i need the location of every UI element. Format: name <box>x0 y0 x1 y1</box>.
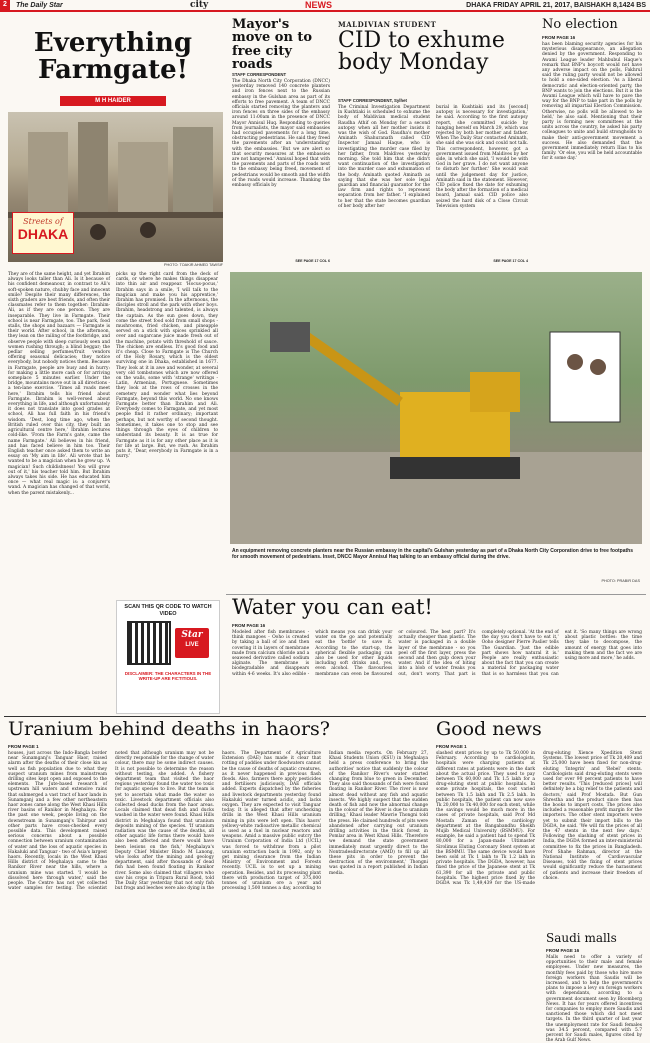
farmgate-col1: They are of the same height, and yet Ibrahim always looks taller than Ali. Is it because of his conﬁdent demeanour, in contrast to Ali's soft-spoken nature, chubby face and innocent smile? Despite their many differences, the sixth graders are best friends, and often their classmates refer to them together: Ibrahim-Ali, as if they are one person. They are inseparable. They live in Farmgate. Their school is near Farmgate, too. The park, food stalls, the shops and bazaars — Farmgate is their world. After school, in the afternoon, they lean on the railing of the footbridge, and observe people with sleep curiously seen and women rushing through; a blind beggar; the pedlar selling perfumes/fruit vendors offering seasonal delicacies; they notice everybody, but nobody notices them. Because in Farmgate, people are busy and in hurry: for making a little more cash or for arriving someplace 5 minutes earlier. Under the bridge, mountains move out in all directions - a ten-lane exercise. 'Times all roads meet here,' Ibrahim tells his friend about Farmgate. Ibrahim is well-versed about everything in life, and although unfortunately it does not translate into good grades at school, Ali has full faith in his friend's wisdom. 'Dest, long time ago, when the British ruled over this city, they built an agricultural centre here,' Ibrahim lectures cold-like. 'From the Farm's gate, came the name Farmgate.' Ali believes in his friend, and has faced believe in him too. Their English teacher once asked them to write an essay on 'My aim in life'. Ali wrote that he wanted to be a magician when he grew up. 'A magician! Such childishness! You will grow out of it,' his teacher told him. But Ibrahim always takes his side. He has educated him once — what real magic is: a conjurer's wand. A magician has changed of that world, when the parent mistakenly... <box>8 272 110 496</box>
qr-code[interactable] <box>127 621 171 665</box>
cid-headline: CID to exhume body Monday <box>338 28 505 76</box>
water-body: Modeled after fish membranes - think mangoes - Ooho is created by taking a ball of ice and then covering it in layers of membrane made from calcium chloride and a seaweed derivative called sodium alginate. The membrane is biodegradable and disappears within 4-6 weeks. It's also edible - which means you can drink your water on the go and potentially eat the 'bottle' to save it. According to the start-up, the spherical flexible packaging can also be used for other liquids including soft drinks and, yes, even alcohol. The flavourless membrane can even be flavoured or coloured. The best part? It's actually cheaper than plastic. The water is packaged in a double layer of the membrane - so you peel off the first layer, press the second and then gulp down your water. And if the idea of biting into a blob of water freaks you out, don't worry. That part is completely optional. 'At the end of the day you don't have to eat it,' Ooho designer Pierre Paslier tells The Guardian. 'Just the edible part shows how natural it is.' People are really enthusiastic about the fact that you can create a material for packaging water that is so harmless that you can eat it. 'So many things are wrong about plastic bottles: the time they take to decompose, the amount of energy that goes into making them and the fact we are using more and more,' he adds. <box>232 630 642 677</box>
streets-of-dhaka-banner <box>12 212 74 254</box>
water-kicker: FROM PAGE 16 <box>232 623 266 628</box>
farmgate-photo <box>8 112 223 262</box>
issue-date: DHAKA FRIDAY APRIL 21, 2017, BAISHAKH 8,1424 BS <box>466 1 646 9</box>
qr-title: SCAN THIS QR CODE TO WATCH VIDEO <box>124 604 212 617</box>
star-live-logo <box>175 628 209 658</box>
banner-small-text: Streets of <box>23 217 63 226</box>
mayor-byline: STAFF CORRESPONDENT <box>232 72 287 77</box>
water-headline: Water you can eat! <box>232 595 433 619</box>
section-label: city <box>190 0 209 10</box>
cid-kicker: MALDIVIAN STUDENT <box>338 20 437 29</box>
noelection-body: has been blaming security agencies for his mysterious disappearance, an allegation denied by the government. Responding to Awami League leader Mahbubul Haque's remark that BNP's boycott would not have any adverse impact on the polls, Fakhrul said the ruling party would not be allowed to hold a one-sided election. 'As a liberal democratic and election-oriented party, the BNP wants to join the elections. But it is the Awami League which will have to pave the way for the BNP to take part in the polls by removing all impartial Election Commission. Otherwise, no polls will be allowed to be held,' he also said. Mentioning that their party is forming new committees at the units across the country, he asked his party colleagues to unite and build strongholds to make their anti-government movement a success. He also demanded that the government immediately return Ilias to his family. 'Or else, you will be held accountable for it some day.' <box>542 42 642 162</box>
cid-col2: burial in Kushtiaki and its [second] autopsy is necessary for investigation,' he said. According to the first autopsy report, she committed suicide by hanging herself on March 29, which was rejected by both her mother and father. When The Daily Star contacted Aminath, she said she was sick and could not talk. This correspondent, however, got a government issued from Maldives by her side, in which she said, 'I would be with God in her grave. I do not want anyone to disturb her further.' She would wait until the judgement day for justice, Aminath said in the statement. However, CID police fixed the date for exhuming the body after the formation of a medical board, Jamaal said. CID police also seized the hard disk of a Close Circuit Television system <box>436 105 528 209</box>
excavator-scene-illustration <box>230 272 642 544</box>
masthead-rule <box>0 10 650 12</box>
cid-see-page: SEE PAGE 17 COL 4 <box>493 259 528 263</box>
mayor-see-page: SEE PAGE 17 COL 6 <box>295 259 330 263</box>
goodnews-body: slashed stent prices by up to Tk 50,000 in February. According to cardiologists, hospitals were charging patients at different rates at patients were in the dark about the actual price. They used to pay between Tk 60,000 and Tk 1.5 lakh for a drug-eluting stent at public hospitals. In some private hospitals, the cost varied between Tk 1.5 lakh and Tk 2.5 lakh. In public hospitals, the patient can now save Tk 20,000 to Tk 40,000 for each stent, while the savings would be much more in the cases of private hospitals, said Prof Md Mostafa Zaman of the cardiology department at the Bangabandhu Sheikh Mujib Medical University (BSMMU). For example, he said a patient had to spend Tk 80,000 for a Japan-made Ultimaster Sirolimus Eluting Coronary Stent system at the BSMMU. The same device would have been sold at Tk 1 lakh to Tk 1.2 lakh in private hospitals. The DGDA, however, has fixed the price of the Japanese stent at Tk 61,390 for all the private and public hospitals. The highest price fixed by the DGDA was Tk 1,49,439 for the US-made drug-eluting Xience Xpedition Stent Systems. The lowest price of Tk 20,409 and Tk 25,000 have been fixed for non-drug-eluting 'Integrin' and 'Rebel' stents. Cardiologists said drug-eluting stents were used for over 90 percent patients to have better results. 'This [reduced prices] will definitely be a big relief to the patients and doctors,' said Prof Mostafa. But Gun Shrestha and the product since then has the books to import costs. The prices also included a reasonable profit margin for the importers. The other stent importers were yet to submit their import bills to the DGDA, he said. 'We will fix the prices of all the 47 stents in the next few days.' Following the slashing of stent prices in India, the DGDA formed an inter-ministerial committee to fix the prices in Bangladesh. Prof Shahe Rahman, director at the National Institute of Cardiovascular Diseases, told the fixing of stent prices would significantly reduce the harassment of patients and increase their freedom of choice. <box>436 751 642 887</box>
page-number: 2 <box>0 0 10 10</box>
live-text: LIVE <box>185 642 199 648</box>
main-photo-caption: An equipment removing concrete planters near the Russian embassy in the capital's Gulshan yesterday as part of a Dhaka North City Corporation drive to free footpaths for smooth movement of pedestrians. Inset, DNCC Mayor Annisul Haq talking to an embassy official during the drive. <box>232 548 634 560</box>
farmgate-photo-credit: PHOTO: TOAKIR AHMED TAWSIF <box>163 263 223 267</box>
goodnews-headline: Good news <box>436 718 542 740</box>
farmgate-headline: Everything Farmgate! <box>33 28 193 85</box>
cid-col1: The Criminal Investigation Department in Kushtiaki is scheduled to exhume the body of Maldivian medical student Raudha Athif on Monday for a second autopsy when all her mother insists it was the wish of God. Raudha's mother Aminath Shahuranath called CID Inspector Jamaal Haque, who is investigating the murder case filed by her father, from Maldives yesterday morning. She told him that she didn't want continuation of the investigation into the murder case and exhumation of the body. Aminath quoted Aminath as saying that she was her sole legal guardian and financial guarantor for the law firm and rights to represent separation from her father. 'I explained to her that the state becomes guardian of her body after her <box>338 105 430 209</box>
saudi-body: Malls need to offer a variety of opportunities to their male and female employees. Under new measures, the monthly fees paid by those who hire more foreign workers than Saudis will be increased, and to help the government's plans to impose a levy on foreign workers with dependants, according to a government document seen by Bloomberg News. It has for years offered incentives for companies to employ more Saudis and sanctioned those which did not meet targets. In the third quarter of last year the unemployment rate for Saudi females was 34.5 percent, compared with 5.7 percent for Saudi males, figures cited by the Arab Gulf News. <box>546 955 642 1043</box>
saudi-headline: Saudi malls <box>546 931 617 945</box>
noelection-kicker: FROM PAGE 16 <box>542 35 576 40</box>
uranium-body: houses, just across the Indo-Bangla border near Sunamganj's Tanguar Haor, raised alarm after the deaths of their close kin as well as fish population due to what they suspect uranium mines from mainstream drilling sites kept open and exposed to the elements. The Jute-based research of upstream hill waters and extensive rains that submerged a vast tract of haor lands in Sunamganj and a few other northeastern haor zones came along the West Khasi Hills river basins of Ranikor in Meghalaya. For the past one week, people living on the downstream in Sunamganj's Tahirpur and other parts have cross-checked every possible data. This development raised serious concerns about a possible connection between uranium contamination of water and the loss of aquatic species in Hakaluki and Tanguar - two of Asia's largest haors. Recently, locals in the West Khasi Hills district of Meghalaya came to the Ranikor River near the hills, where a uranium mine was started. 'I would be dissolved here through water,' said the people. The Centre has not yet collected water samples for testing. The scientist noted that although uranium may not be directly responsible for the change of water colour, there may be some indirect causes. It is not possible to determine the reason without testing, she added. A fishery department team that visited the haor regions yesterday found the water too toxic for aquatic species to live. But the team is yet to ascertain what made the water so toxic. Livestock department officials also collected dead ducks from the haor areas. Locals claimed that dead fish and ducks washed in the water were found. Khasi Hills district in Meghalaya found that uranium deposits mining of the species. 'If uranium radiation was the cause of the deaths, all other aquatic life forms there would have also been affected and there would have been lesions on the fish,' Meghalaya's Deputy Chief Minister Bindo M Lanong, who looks after the mining and geology department, said after thousands of dead fish had been found floating in Ranikor river. Some also claimed that villagers who saw his crops in Tripura Rural Rood, told The Daily Star yesterday that not only fish but frogs and leeches were also dying in the haors. The Department of Agriculture Extension (DAE) has made it clear that rotting of paddies under floodwaters cannot be the cause of deaths of aquatic creatures, as it never happened in previous flash floods. Also, farmers there apply pesticides and fertilisers judiciously, DAE officials added. Experts dispatched by the fisheries and livestock departments yesterday found Hakaluki water turned acidic, and lacks oxygen. They are expected to visit Tanguar today. It is alleged that after unchecking drills in the West Khasi Hills uranium mining in pits were left open. This haors' yellowy-white radioactive metallic chemical is used as a fuel in nuclear reactors and weapons. Amid a massive public outcry the Uranium Corporation of India Ltd (UCIL) was forced to withdraw from a pilot uranium extraction back in 1992, only to get mining clearance from the Indian Ministry of Environment and Forests recently. UCIL is to set up a mining operation. Besides, and its processing plant there with production target of 375,000 tonnes of uranium ore a year and processing 1,500 tonnes a day, according to Indian media reports. On February 27, Khasi Students Union (KSU) in Meghalaya held a press conference to bring the authorities' notice that suddenly the colour of the Ranikor River's water started changing from blue to green in December. They also said thousands of fish were found floating in Ranikor River. The river is now almost dead without any fish and aquatic insects. 'We highly suspect that the sudden death of fish and now the abnormal change in the colour of the River is due to uranium drilling,' Khasi leader Mawrie Thongni told the press. He claimed hundreds of pits were abandoned after carrying out uranium drilling activities in the thick forest in Pomlar area in West Khasi Hills. 'Therefore we demand the state government immediately must urgently direct to the Nontradesdirectorate (AMD) to fill up all these pits in order to prevent the destruction of the environment,' Thongni was quoted in a report published in Indian media. <box>8 751 428 892</box>
uranium-headline: Uranium behind deaths in haors? <box>8 718 330 740</box>
uranium-kicker: FROM PAGE 1 <box>8 744 39 749</box>
qr-promo-box <box>116 600 220 714</box>
noelection-headline: No election <box>542 17 618 32</box>
masthead <box>0 0 650 10</box>
bottom-rule <box>4 716 646 717</box>
banner-big-text: DHAKA <box>17 226 69 242</box>
main-photo-credit: PHOTO: PRABIR DAS <box>601 579 640 583</box>
disclaimer: DISCLAIMER: THE CHARACTERS IN THE WRITE-UP ARE FICTITIOUS. <box>124 671 212 681</box>
cid-byline: STAFF CORRESPONDENT, Sylhet <box>338 98 407 103</box>
goodnews-kicker: FROM PAGE 1 <box>436 744 467 749</box>
star-live-text: Star <box>181 630 203 640</box>
farmgate-byline: M H HAIDER <box>60 96 166 106</box>
saudi-kicker: FROM PAGE 16 <box>546 948 580 953</box>
mayor-headline: Mayor's move on to free city roads <box>232 17 313 72</box>
news-label: NEWS <box>305 0 332 10</box>
farmgate-col2: picks up the right card from the deck of cards, or where he makes things disappear into thin air and reappear. 'Hocus-pocus,' Ibrahim says in a smile, 'I will talk to the magician and make you his apprentice,' Ibrahim has promised. In the afternoons, the disciples stroll and the park with other boys. Ibrahim, headstrong and talented, is always the captain. As the sun goes down, they come the street food sold from small shops - mushrooms, fried chicken, and pineapple served on a stick with spices sprinkled all over and sugarcane juice made fresh out of the machine, potato with threshold of sauce. The chicken are endless. It's good food and it's cheap. Close to Farmgate is The Church of the Holy Rosary, which is the oldest surviving one in Dhaka, established in 1677. They look at it in awe and wonder, at several very old tombstones which are now offered on the walls, some with 'strange' writings - Latin, Armenian, Portuguese. Sometimes they look at the rows of crosses in the cemetery and wonder what lies beyond Farmgate, beyond this world. No one knows Farmgate better than Ibrahim and Ali. Everybody comes to Farmgate, and yet most people ﬁnd it rather ordinary; important perhaps, but not worthy of second thought. Sometimes, it takes one to stop and see things through the eyes of children to understand its beauty. It is as true for Farmgate as it is for any other place as it is for life at large. But, we rush. As Ibrahim puts it, 'Dear, everybody in Farmgate is in a hurry.' <box>116 272 218 460</box>
mayor-body: The Dhaka North City Corporation (DNCC) yesterday removed 140 concrete planters and iron fences next to the Russian embassy in the Gulshan area as part of its efforts to free pavement. A team of DNCC officials started removing the planters and iron fences on three sides of the embassy around 11:00am in the presence of DNCC Mayor Annisul Huq. Responding to queries from journalists, the mayor said embassies had occupied pavements for a long time, obstructing pedestrians. He said they freed the pavements after an 'understanding' with the embassies. 'But we are alert so that security measures at the embassies are not hampered.' Annisul hoped that with the pavements and parts of the roads next to the embassy being freed, movement of pedestrians would be smooth and the width of the roads would increase. Thanking the embassy officials by <box>232 79 330 189</box>
paper-logo: The Daily Star <box>16 1 63 9</box>
main-photo <box>230 272 642 544</box>
